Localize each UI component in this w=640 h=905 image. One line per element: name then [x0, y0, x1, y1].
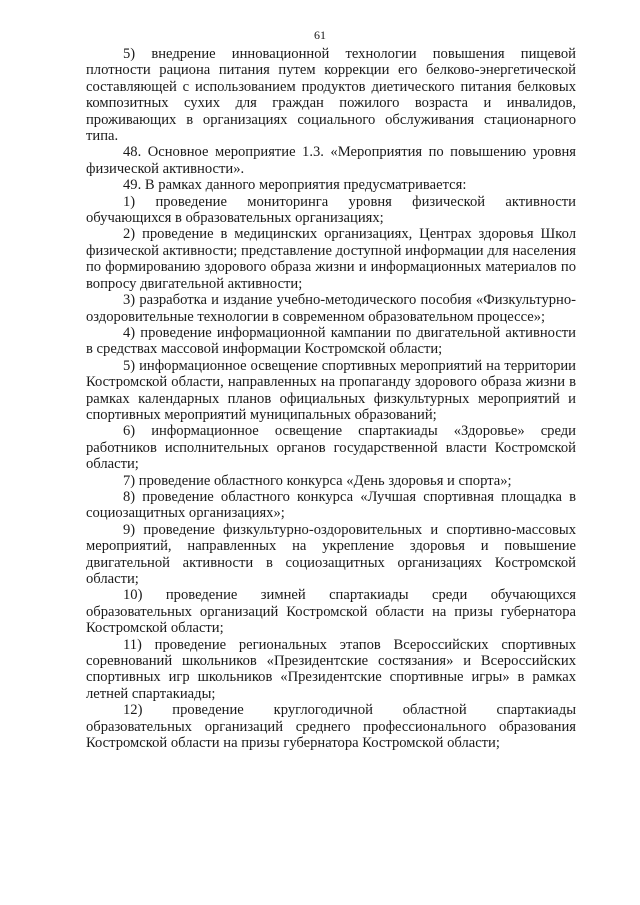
list-item-5: 5) информационное освещение спортивных мероприятий на территории Костромской области, направленных на пропаганду здорового образа жизни в рамках календарных планов официальных физкультурных мероприятий и спортивных мероприятий муниципальных образований;: [86, 357, 576, 423]
page-number: 61: [314, 28, 326, 42]
list-item-11: 11) проведение региональных этапов Всероссийских спортивных соревнований школьников «Президентские состязания» и Всероссийских спортивных игр школьников «Президентские спортивные игры» в рамках летней спартакиады;: [86, 636, 576, 702]
list-item-4: 4) проведение информационной кампании по двигательной активности в средствах массовой информации Костромской области;: [86, 324, 576, 358]
list-item-3: 3) разработка и издание учебно-методического пособия «Физкультурно-оздоровительные технологии в современном образовательном процессе»;: [86, 292, 576, 325]
paragraph-49-intro: 49. В рамках данного мероприятия предусматривается:: [123, 177, 467, 194]
document-body: [86, 46, 576, 751]
paragraph-48-main-activity: 48. Основное мероприятие 1.3. «Мероприятия по повышению уровня физической активности».: [86, 144, 576, 177]
list-item-1: 1) проведение мониторинга уровня физической активности обучающихся в образовательных организациях;: [86, 193, 576, 227]
list-item-2: 2) проведение в медицинских организациях, Центрах здоровья Школ физической активности; представление доступной информации для населения по формированию здорового образа жизни и информационных материалов по вопросу двигательной активности;: [86, 226, 576, 292]
list-item-10: 10) проведение зимней спартакиады среди обучающихся образовательных организаций Костромской области на призы губернатора Костромской области;: [86, 587, 576, 637]
paragraph-item-5-nutrition: 5) внедрение инновационной технологии повышения пищевой плотности рациона питания путем коррекции его белково-энергетической составляющей с использованием продуктов диетического питания белковых композитных сухих для граждан пожилого возраста и инвалидов, проживающих в организациях социального обслуживания стационарного типа.: [86, 46, 576, 145]
list-item-8: 8) проведение областного конкурса «Лучшая спортивная площадка в социозащитных организациях»;: [86, 488, 576, 522]
list-item-7: 7) проведение областного конкурса «День здоровья и спорта»;: [123, 472, 512, 489]
list-item-12: 12) проведение круглогодичной областной спартакиады образовательных организаций среднего профессионального образования Костромской области на призы губернатора Костромской области;: [86, 702, 576, 752]
list-item-6: 6) информационное освещение спартакиады «Здоровье» среди работников исполнительных органов государственной власти Костромской области;: [86, 423, 576, 473]
list-item-9: 9) проведение физкультурно-оздоровительных и спортивно-массовых мероприятий, направленных на укрепление здоровья и повышение двигательной активности в социозащитных организациях Костромской области;: [86, 521, 576, 587]
